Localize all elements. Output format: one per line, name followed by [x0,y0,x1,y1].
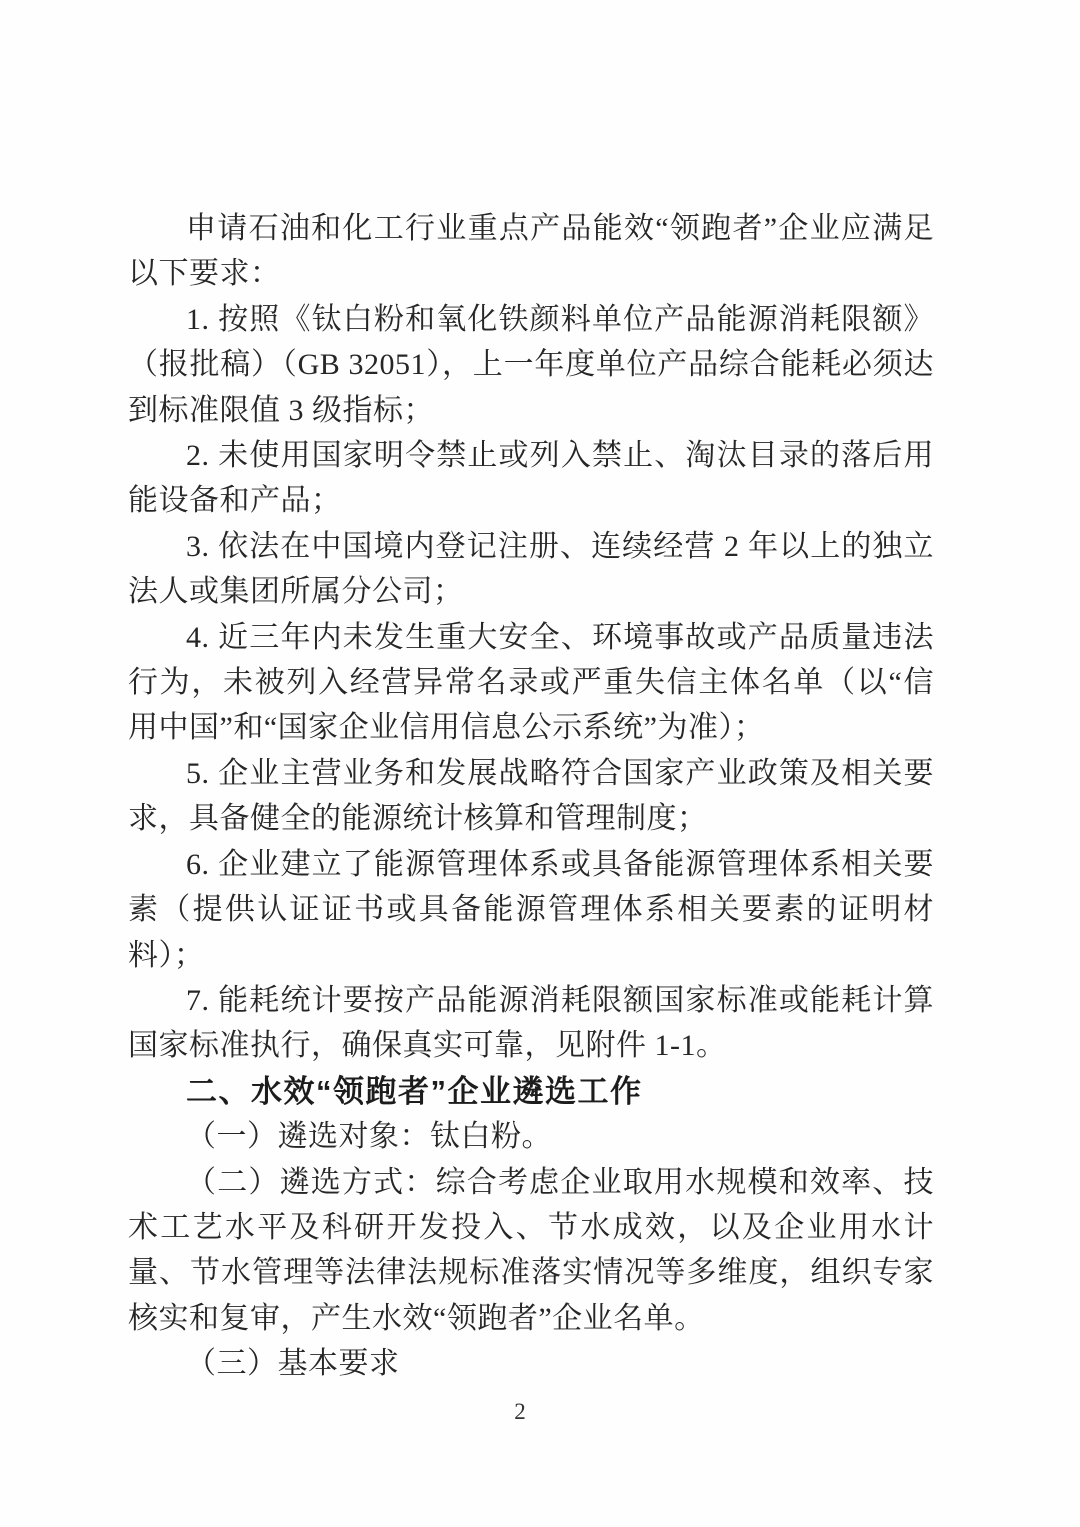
requirement-item-7: 7. 能耗统计要按产品能源消耗限额国家标准或能耗计算国家标准执行，确保真实可靠，见附件 1-1。 [128,983,934,1063]
page-number: 2 [514,1399,526,1424]
sub-item-selection-target: （一）遴选对象：钛白粉。 [186,1120,552,1154]
intro-paragraph: 申请石油和化工行业重点产品能效“领跑者”企业应满足以下要求： [128,212,934,291]
requirement-item-2: 2. 未使用国家明令禁止或列入禁止、淘汰目录的落后用能设备和产品； [128,439,934,518]
document-body [128,206,934,1387]
requirement-item-6: 6. 企业建立了能源管理体系或具备能源管理体系相关要素（提供认证证书或具备能源管理体系相关要素的证明材料）； [128,847,934,972]
requirement-item-1: 1. 按照《钛白粉和氧化铁颜料单位产品能源消耗限额》（报批稿）（GB 32051），上一年度单位产品综合能耗必须达到标准限值 3 级指标； [128,302,934,427]
sub-item-basic-requirements: （三）基本要求 [186,1347,400,1381]
requirement-item-3: 3. 依法在中国境内登记注册、连续经营 2 年以上的独立法人或集团所属分公司； [128,529,934,609]
requirement-item-4: 4. 近三年内未发生重大安全、环境事故或产品质量违法行为，未被列入经营异常名录或严重失信主体名单（以“信用中国”和“国家企业信用信息公示系统”为准）； [128,620,934,745]
section-heading-water-efficiency-leader: 二、水效“领跑者”企业遴选工作 [186,1073,643,1109]
sub-item-selection-method: （二）遴选方式：综合考虑企业取用水规模和效率、技术工艺水平及科研开发投入、节水成效，以及企业用水计量、节水管理等法律法规标准落实情况等多维度，组织专家核实和复审，产生水效“领跑者”企业名单。 [128,1165,934,1335]
requirement-item-5: 5. 企业主营业务和发展战略符合国家产业政策及相关要求，具备健全的能源统计核算和管理制度； [128,756,934,836]
